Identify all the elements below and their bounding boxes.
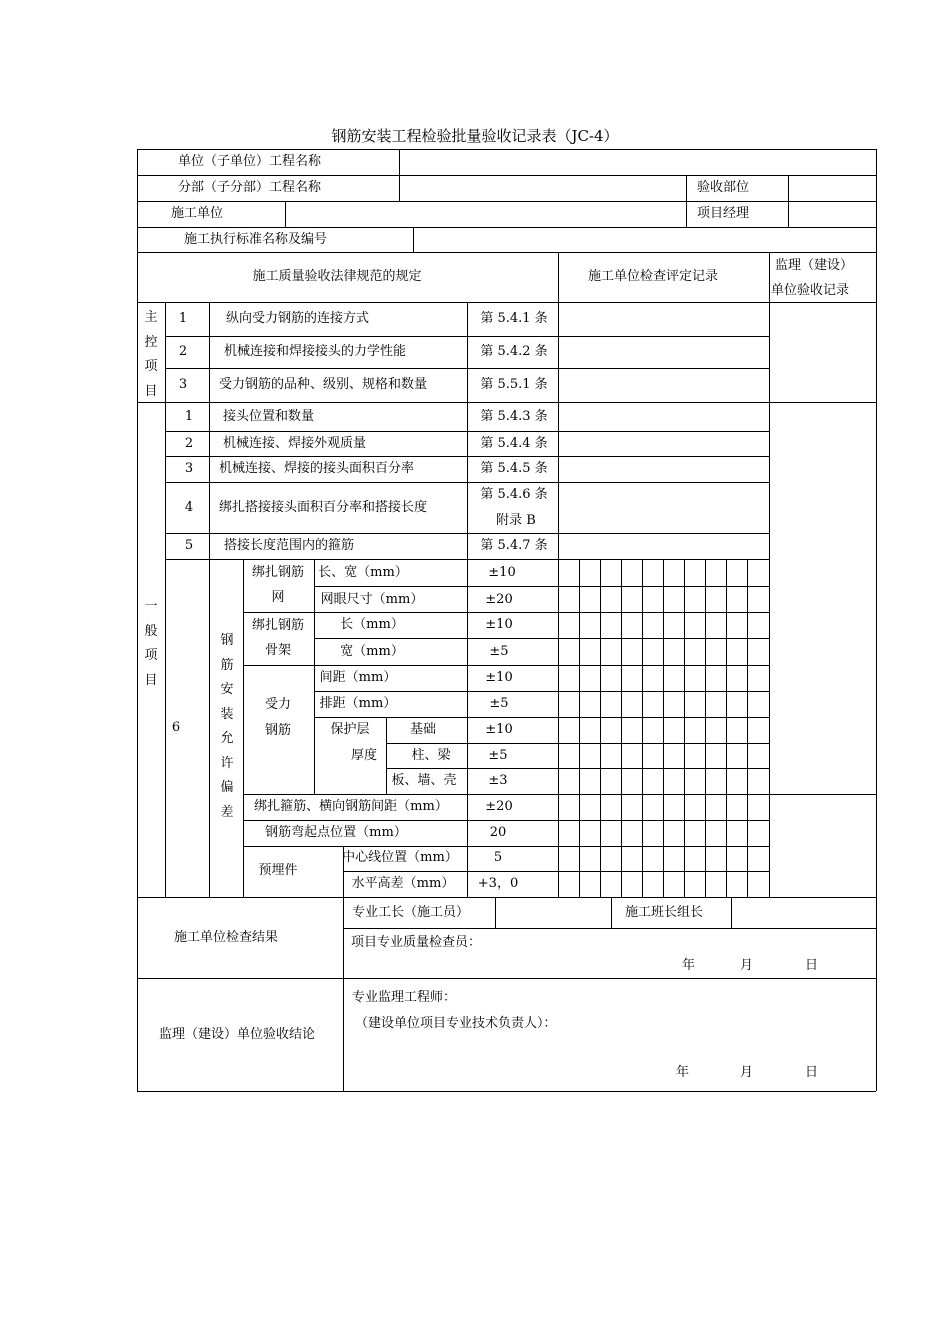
frame-label-line1: 绑扎钢筋: [251, 618, 305, 633]
stirrup-spacing-tolerance: ±20: [485, 799, 513, 814]
grid-line: [314, 691, 769, 692]
stressed-label-line2: 钢筋: [264, 723, 292, 738]
main-item-clause: 第 5.4.1 条: [480, 311, 548, 326]
grid-line: [314, 586, 769, 587]
supervision-conclusion-label: 监理（建设）单位验收结论: [158, 1027, 316, 1042]
grid-line: [243, 820, 769, 821]
grid-line: [137, 978, 876, 979]
inspection-part-label: 验收部位: [697, 180, 750, 195]
column-beam-tolerance: ±5: [488, 748, 508, 763]
grid-line: [243, 846, 769, 847]
embedded-parts-label: 预埋件: [258, 863, 298, 878]
general-item-name: 绑扎搭接接头面积百分率和搭接长度: [219, 500, 428, 515]
quality-inspector-label: 项目专业质量检查员：: [351, 935, 482, 950]
grid-line: [876, 149, 877, 1091]
general-items-category: 一般项目: [144, 599, 158, 688]
grid-line: [314, 559, 315, 794]
main-item-name: 机械连接和焊接接头的力学性能: [224, 344, 407, 359]
grid-line: [243, 794, 876, 795]
deviation-title: 钢筋安装允许偏差: [220, 633, 234, 820]
center-line-tolerance: 5: [493, 850, 503, 865]
grid-line: [558, 252, 559, 302]
project-manager-label: 项目经理: [697, 206, 750, 221]
grid-line: [495, 897, 496, 928]
bend-position-tolerance: 20: [489, 825, 507, 840]
row-spacing-tolerance: ±5: [489, 696, 509, 711]
mesh-opening-tolerance: ±20: [485, 592, 513, 607]
result-year: 年: [682, 958, 696, 973]
mesh-length-width-tolerance: ±10: [488, 565, 516, 580]
general-item-clause-appendix: 附录 B: [496, 513, 536, 528]
center-line: 中心线位置（mm）: [342, 850, 458, 865]
grid-line: [243, 559, 244, 897]
grid-line: [579, 559, 580, 897]
construction-result-label: 施工单位检查结果: [173, 930, 279, 945]
supervision-engineer-label: 专业监理工程师：: [352, 990, 457, 1005]
grid-line: [137, 175, 876, 176]
construction-check-header: 施工单位检查评定记录: [587, 269, 719, 284]
general-item-clause: 第 5.4.7 条: [480, 538, 548, 553]
bend-position: 钢筋弯起点位置（mm）: [265, 825, 407, 840]
grid-line: [165, 302, 166, 897]
conclusion-month: 月: [740, 1065, 754, 1080]
level-difference: 水平高差（mm）: [351, 876, 455, 891]
cover-label-line1: 保护层: [330, 722, 370, 737]
general-item-no: 5: [184, 538, 194, 553]
grid-line: [209, 559, 210, 897]
frame-length: 长（mm）: [340, 617, 404, 632]
standard-label: 施工执行标准名称及编号: [184, 232, 328, 247]
general-item-name: 机械连接、焊接的接头面积百分率: [219, 461, 415, 476]
frame-width: 宽（mm）: [340, 644, 404, 659]
owner-representative-label: （建设单位项目专业技术负责人）：: [355, 1016, 557, 1031]
general-item-clause: 第 5.4.5 条: [480, 461, 548, 476]
column-beam: 柱、梁: [411, 748, 451, 763]
general-item-clause: 第 5.4.4 条: [480, 436, 548, 451]
grid-line: [209, 302, 210, 559]
grid-line: [137, 149, 876, 150]
mesh-length-width: 长、宽（mm）: [318, 565, 408, 580]
grid-line: [243, 665, 769, 666]
mesh-label-line2: 网: [271, 590, 285, 605]
result-month: 月: [740, 958, 754, 973]
grid-line: [314, 717, 769, 718]
grid-line: [600, 559, 601, 897]
result-day: 日: [805, 958, 819, 973]
mesh-opening: 网眼尺寸（mm）: [320, 592, 424, 607]
general-item-no: 4: [184, 500, 194, 515]
foreman-label: 专业工长（施工员）: [352, 905, 470, 920]
grid-line: [558, 302, 559, 897]
grid-line: [243, 612, 769, 613]
grid-line: [642, 559, 643, 897]
spacing-tolerance: ±10: [485, 670, 513, 685]
grid-line: [137, 149, 138, 1091]
grid-line: [137, 897, 876, 898]
grid-line: [684, 559, 685, 897]
grid-line: [386, 743, 769, 744]
general-item-no: 1: [184, 409, 194, 424]
grid-line: [731, 897, 732, 928]
frame-width-tolerance: ±5: [489, 644, 509, 659]
level-difference-tolerance: +3，0: [477, 876, 519, 891]
conclusion-year: 年: [676, 1065, 690, 1080]
grid-line: [137, 227, 876, 228]
grid-line: [137, 1091, 876, 1092]
grid-line: [788, 175, 789, 227]
cover-label-line2: 厚度: [350, 748, 378, 763]
main-item-no: 2: [178, 344, 188, 359]
grid-line: [285, 201, 286, 227]
main-item-clause: 第 5.5.1 条: [480, 377, 548, 392]
grid-line: [137, 201, 876, 202]
main-items-category: 主控项目: [144, 310, 158, 399]
general-item-name: 接头位置和数量: [223, 409, 315, 424]
grid-line: [726, 559, 727, 897]
mesh-label-line1: 绑扎钢筋: [251, 565, 305, 580]
main-item-no: 1: [178, 311, 188, 326]
sub-project-label: 分部（子分部）工程名称: [178, 180, 322, 195]
grid-line: [611, 897, 612, 928]
grid-line: [386, 717, 387, 794]
general-item-clause: 第 5.4.3 条: [480, 409, 548, 424]
main-item-no: 3: [178, 377, 188, 392]
grid-line: [413, 227, 414, 252]
general-item-name: 搭接长度范围内的箍筋: [224, 538, 355, 553]
grid-line: [137, 302, 876, 303]
grid-line: [467, 302, 468, 897]
form-title: 钢筋安装工程检验批量验收记录表（JC-4）: [331, 127, 619, 145]
foundation-tolerance: ±10: [485, 722, 513, 737]
grid-line: [663, 559, 664, 897]
grid-line: [621, 559, 622, 897]
grid-line: [137, 402, 876, 403]
grid-line: [386, 768, 769, 769]
grid-line: [399, 149, 400, 201]
foundation: 基础: [409, 722, 437, 737]
main-item-clause: 第 5.4.2 条: [480, 344, 548, 359]
grid-line: [343, 897, 344, 1091]
general-item-clause: 第 5.4.6 条: [480, 487, 548, 502]
deviation-item-no: 6: [171, 720, 181, 735]
main-item-name: 纵向受力钢筋的连接方式: [226, 311, 370, 326]
general-item-no: 2: [184, 436, 194, 451]
grid-line: [686, 175, 687, 227]
general-item-no: 3: [184, 461, 194, 476]
row-spacing: 排距（mm）: [319, 696, 397, 711]
grid-line: [769, 252, 770, 897]
stressed-label-line1: 受力: [264, 697, 292, 712]
grid-line: [705, 559, 706, 897]
grid-line: [137, 252, 876, 253]
slab-wall-shell-tolerance: ±3: [488, 773, 508, 788]
main-item-name: 受力钢筋的品种、级别、规格和数量: [219, 377, 428, 392]
frame-length-tolerance: ±10: [485, 617, 513, 632]
conclusion-day: 日: [805, 1065, 819, 1080]
grid-line: [314, 638, 769, 639]
supervision-header-line2: 单位验收记录: [771, 283, 850, 298]
construction-unit-label: 施工单位: [171, 206, 224, 221]
stirrup-spacing: 绑扎箍筋、横向钢筋间距（mm）: [254, 799, 448, 814]
grid-line: [747, 559, 748, 897]
frame-label-line2: 骨架: [264, 643, 292, 658]
general-item-name: 机械连接、焊接外观质量: [223, 436, 367, 451]
spacing: 间距（mm）: [319, 670, 397, 685]
team-leader-label: 施工班长组长: [625, 905, 704, 920]
slab-wall-shell: 板、墙、壳: [391, 773, 457, 788]
regulations-header: 施工质量验收法律规范的规定: [252, 269, 422, 284]
supervision-header-line1: 监理（建设）: [775, 258, 854, 273]
grid-line: [343, 928, 876, 929]
project-name-label: 单位（子单位）工程名称: [178, 154, 322, 169]
